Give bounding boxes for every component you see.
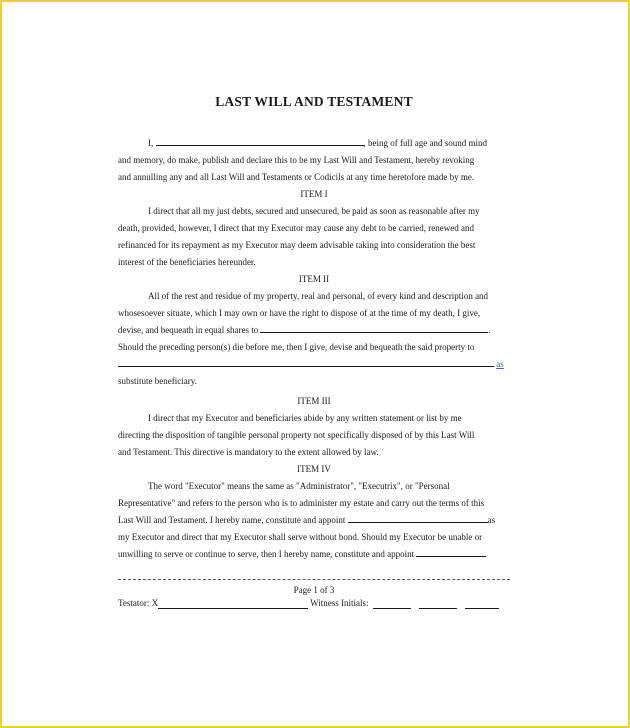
item-1-heading: ITEM I: [300, 189, 328, 199]
item-3-line-3: and Testament. This directive is mandatory to the extent allowed by law.: [118, 447, 379, 457]
item-1-line-4: interest of the beneficiaries hereunder.: [118, 257, 256, 267]
item-4-heading: ITEM IV: [297, 464, 331, 474]
item-2-line-3: [118, 322, 510, 339]
item-4-alternate-prefix: unwilling to serve or continue to serve, then I hereby name, constitute and appoint: [118, 549, 415, 559]
item-2-line-1: All of the rest and residue of my property, real and personal, of every kind and description and: [148, 291, 489, 301]
intro-line-3: and annulling any and all Last Will and Testaments or Codicils at any time heretofore made by me.: [118, 172, 475, 182]
item-3-heading: ITEM III: [297, 396, 331, 406]
intro-line-1: [118, 135, 510, 152]
item-4-appoint-suffix: as: [487, 515, 496, 525]
witness-initials-blank-3[interactable]: [465, 600, 499, 609]
intro-line-2: and memory, do make, publish and declare this to be my Last Will and Testament, hereby revoking: [118, 155, 475, 165]
item-1-line-2: death, provided, however, I direct that my Executor may cause any debt to be carried, renewed and: [118, 223, 474, 233]
footer-divider: [118, 579, 510, 580]
testator-label: Testator: X: [118, 598, 159, 608]
item-2-heading: ITEM II: [298, 274, 330, 284]
item-2-line-4: Should the preceding person(s) die before me, then I give, devise and bequeath the said property to: [118, 342, 475, 352]
item-2-line-5: [118, 356, 510, 373]
item-4-line-1: The word "Executor" means the same as "Administrator", "Executrix", or "Personal: [148, 481, 450, 491]
item-3-line-2: directing the disposition of tangible personal property not specifically disposed of by this Last Will: [118, 430, 475, 440]
executor-name-blank[interactable]: [348, 514, 488, 523]
item-4-line-4: my Executor and direct that my Executor shall serve without bond. Should my Executor be unable or: [118, 532, 483, 542]
item-4-line-3: [118, 512, 510, 529]
will-page: [118, 94, 510, 609]
item-4-line-2: Representative" and refers to the person who is to administer my estate and carry out the terms of this: [118, 498, 485, 508]
witness-initials-blank-2[interactable]: [419, 600, 457, 609]
witness-initials-blank-1[interactable]: [373, 600, 411, 609]
intro-suffix: , being of full age and sound mind: [363, 138, 487, 148]
item-1-line-1: I direct that all my just debts, secured and unsecured, be paid as soon as reasonable after my: [148, 206, 480, 216]
document-title: LAST WILL AND TESTAMENT: [215, 94, 413, 109]
witness-initials-label: Witness Initials:: [310, 598, 369, 608]
item-2-line-6: substitute beneficiary.: [118, 376, 197, 386]
item-2-bequeath-suffix: .: [488, 325, 491, 335]
beneficiaries-blank[interactable]: [260, 324, 491, 335]
alternate-executor-blank[interactable]: [416, 548, 486, 557]
item-2-bequeath-prefix: devise, and bequeath in equal shares to: [118, 325, 259, 335]
item-3-line-1: I direct that my Executor and beneficiaries abide by any written statement or list by me: [148, 413, 462, 423]
item-4-line-5: [118, 546, 510, 563]
testator-name-blank[interactable]: [156, 137, 364, 146]
item-4-appoint-prefix: Last Will and Testament. I hereby name, constitute and appoint: [118, 515, 346, 525]
signature-line: [118, 597, 510, 609]
testator-signature-blank[interactable]: [158, 600, 308, 609]
item-2-as-word: as: [496, 359, 504, 369]
substitute-beneficiary-blank[interactable]: [118, 358, 494, 367]
page-number: Page 1 of 3: [293, 585, 335, 595]
item-2-line-2: whosesoever situate, which I may own or have the right to dispose of at the time of my death, I give,: [118, 308, 481, 318]
item-1-line-3: refinanced for its repayment as my Executor may deem advisable taking into consideration the best: [118, 240, 476, 250]
intro-prefix: I,: [148, 138, 154, 148]
